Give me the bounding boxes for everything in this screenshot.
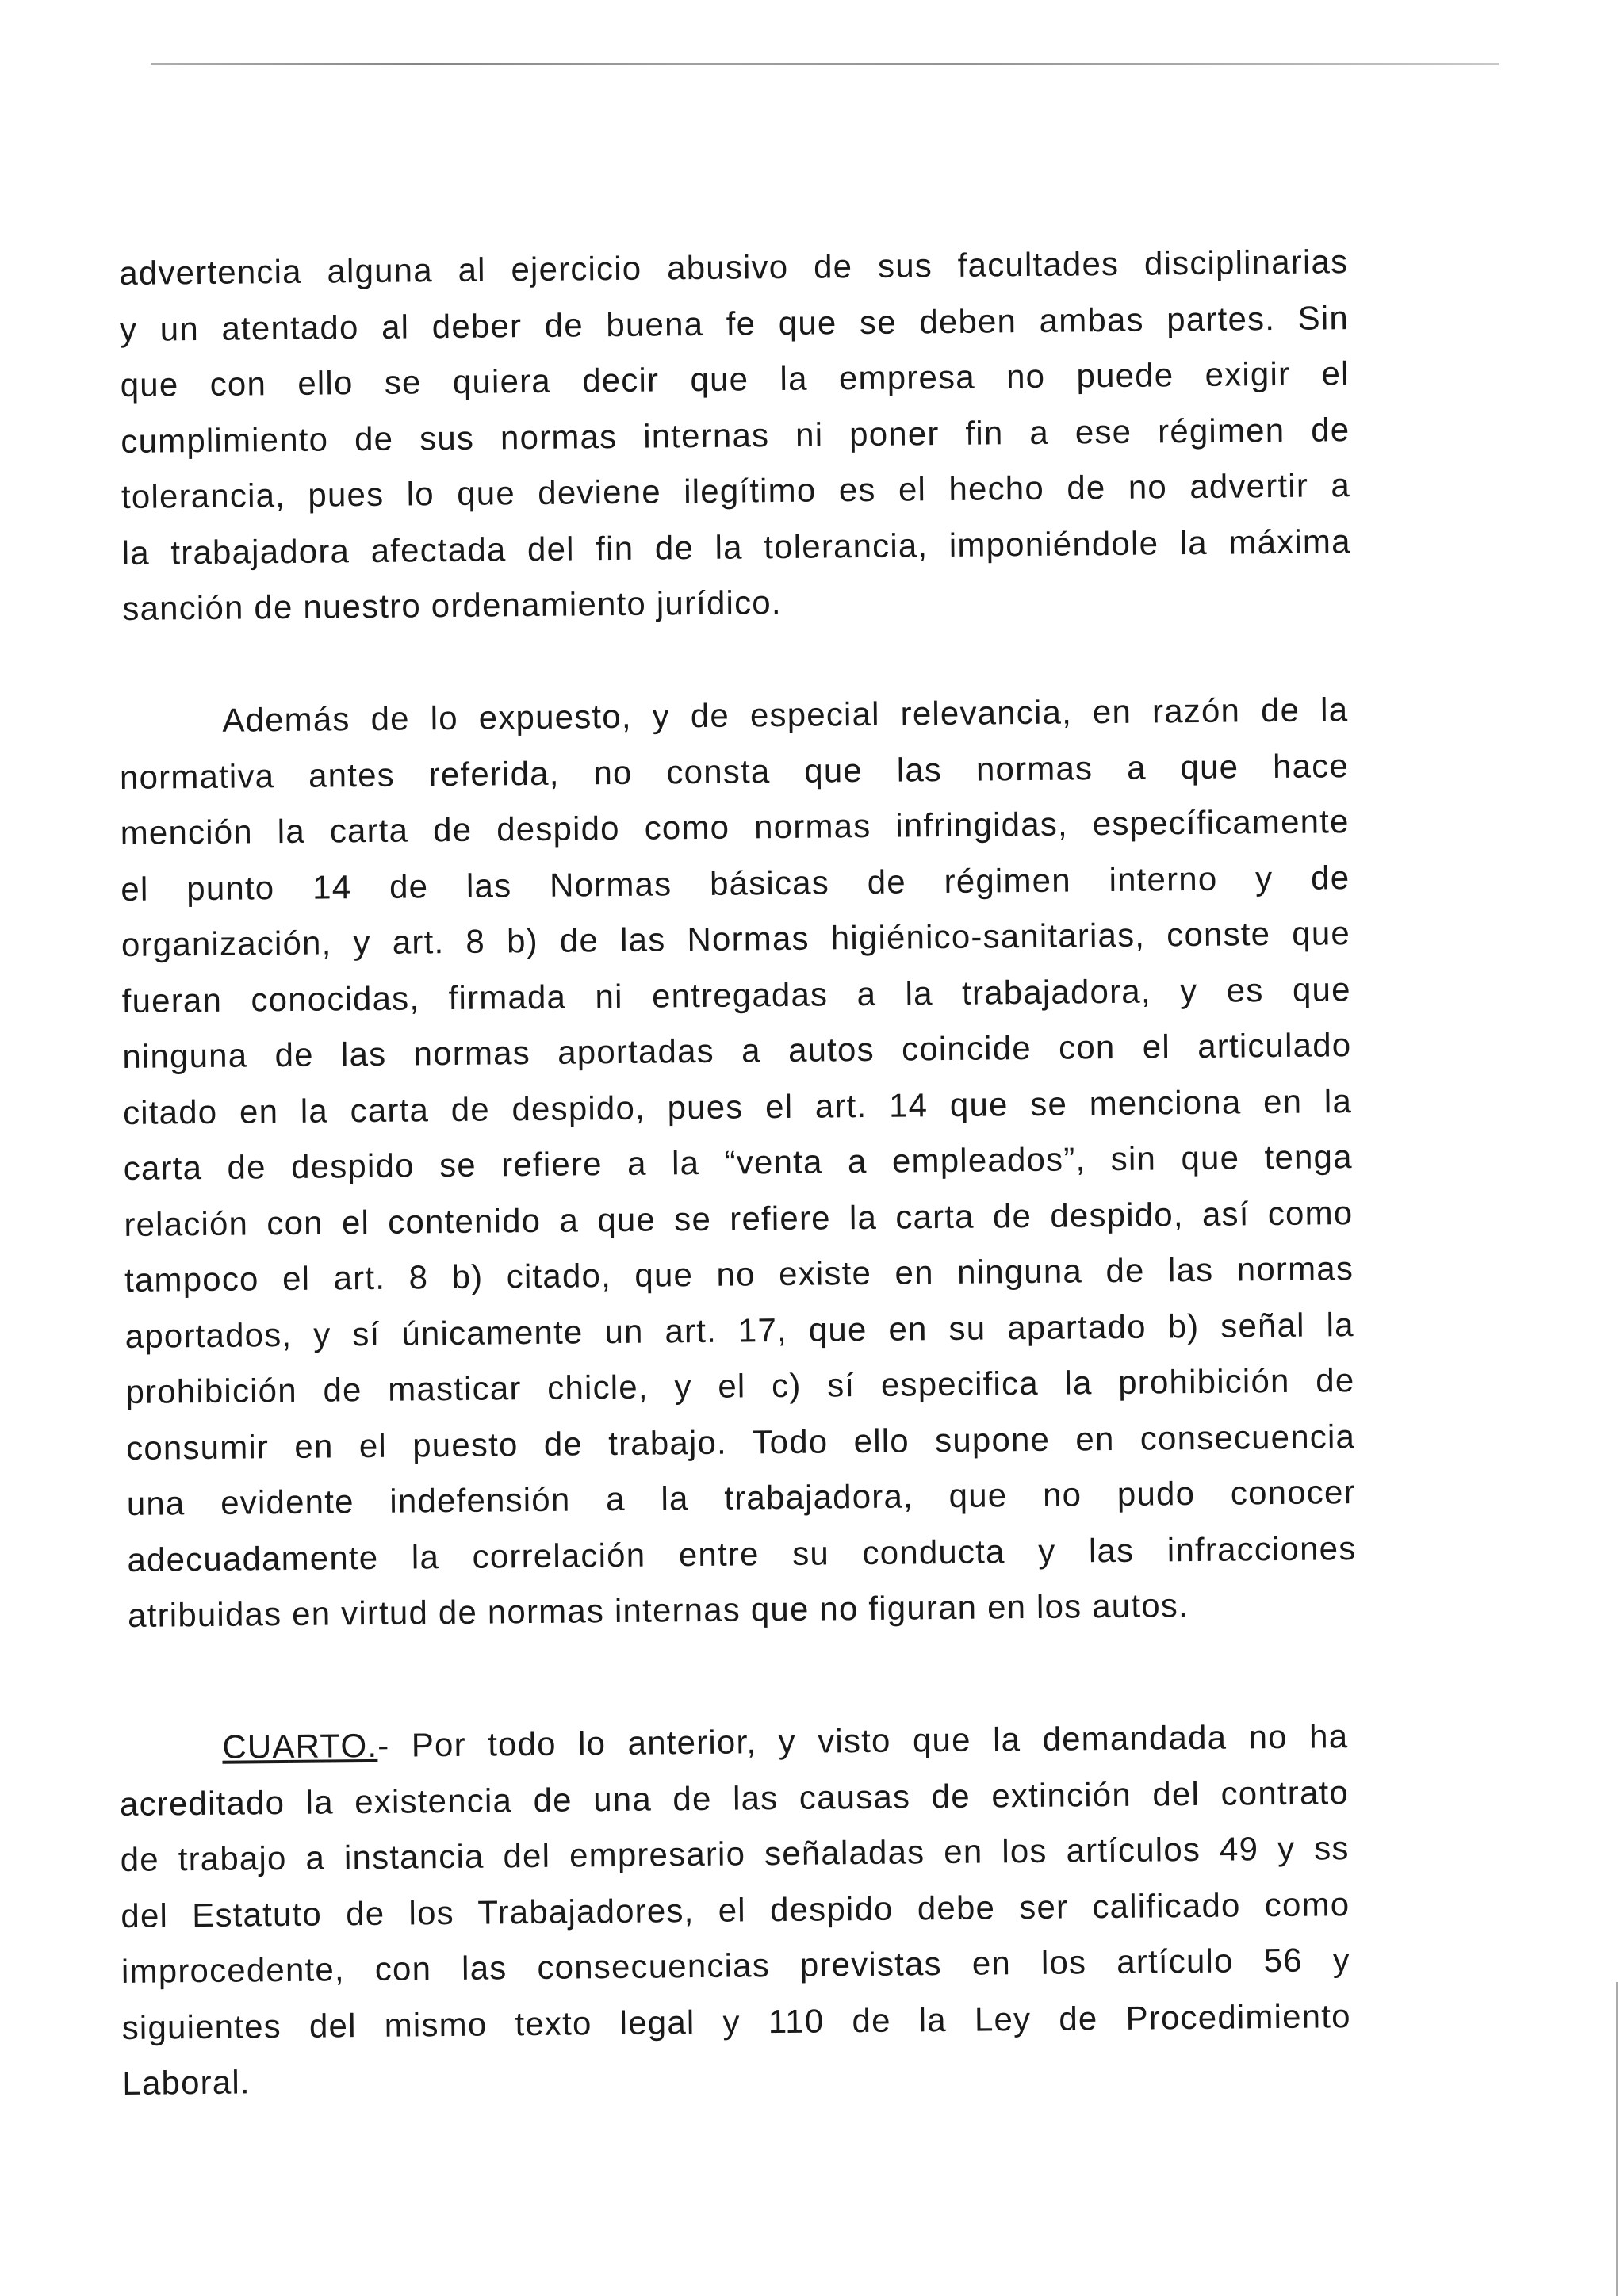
- paragraph-line: una evidente indefensión a la trabajadora, que no pudo conocer: [126, 1473, 1356, 1522]
- paragraph-line: Además de lo expuesto, y de especial relevancia, en razón de la: [222, 691, 1349, 739]
- paragraph-line: tolerancia, pues lo que deviene ilegítimo es el hecho de no advertir a: [121, 466, 1351, 515]
- paragraph-line: fueran conocidas, firmada ni entregadas a la trabajadora, y es que: [121, 970, 1351, 1020]
- paragraph-line: organización, y art. 8 b) de las Normas higiénico-sanitarias, conste que: [121, 914, 1351, 963]
- paragraph-line: acreditado la existencia de una de las causas de extinción del contrato: [119, 1773, 1350, 1823]
- paragraph-1: [119, 234, 1352, 637]
- paragraph-line: el punto 14 de las Normas básicas de régimen interno y de: [121, 858, 1350, 908]
- paragraph-line: consumir en el puesto de trabajo. Todo ello supone en consecuencia: [125, 1417, 1356, 1467]
- paragraph-line: normativa antes referida, no consta que las normas a que hace: [119, 746, 1350, 796]
- paragraph-line: siguientes del mismo texto legal y 110 de la Ley de Procedimiento: [121, 1996, 1351, 2046]
- paragraph-line: ninguna de las normas aportadas a autos coincide con el articulado: [122, 1026, 1352, 1075]
- paragraph-line: mención la carta de despido como normas infringidas, específicamente: [120, 802, 1350, 851]
- paragraph-3: [119, 1709, 1352, 2111]
- paragraph-line: citado en la carta de despido, pues el art. 14 que se menciona en la: [122, 1081, 1353, 1131]
- paragraph-line: y un atentado al deber de buena fe que se deben ambas partes. Sin: [119, 298, 1350, 348]
- paragraph-line: cumplimiento de sus normas internas ni poner fin a ese régimen de: [121, 410, 1350, 460]
- paragraph-line: prohibición de masticar chicle, y el c) sí especifica la prohibición de: [125, 1361, 1355, 1410]
- paragraph-line: improcedente, con las consecuencias previstas en los artículo 56 y: [121, 1941, 1351, 1990]
- paragraph-line: la trabajadora afectada del fin de la tolerancia, imponiéndole la máxima: [121, 522, 1351, 572]
- paragraph-line: Laboral.: [122, 2063, 251, 2102]
- paragraph-line: que con ello se quiera decir que la empresa no puede exigir el: [120, 354, 1350, 404]
- paragraph-line: sanción de nuestro ordenamiento jurídico.: [122, 583, 782, 627]
- paragraph-line: adecuadamente la correlación entre su conducta y las infracciones: [127, 1529, 1357, 1578]
- paragraph-line: advertencia alguna al ejercicio abusivo de sus facultades disciplinarias: [119, 243, 1349, 292]
- paragraph-line: atribuidas en virtud de normas internas que no figuran en los autos.: [127, 1586, 1189, 1634]
- paragraph-line: del Estatuto de los Trabajadores, el despido debe ser calificado como: [121, 1885, 1350, 1934]
- paragraph-line: carta de despido se refiere a la “venta a empleados”, sin que tenga: [123, 1138, 1353, 1187]
- heading-suffix: - Por todo lo anterior, y visto que la demandada no ha: [377, 1717, 1349, 1764]
- paragraph-line: tampoco el art. 8 b) citado, que no existe en ninguna de las normas: [124, 1249, 1354, 1299]
- section-heading: CUARTO.: [222, 1726, 378, 1766]
- paragraph-line: aportados, y sí únicamente un art. 17, que en su apartado b) señal la: [124, 1305, 1354, 1355]
- paragraph-2: [119, 682, 1357, 1644]
- scan-edge-line-top: [151, 63, 1499, 65]
- paragraph-line: relación con el contenido a que se refiere la carta de despido, así como: [124, 1193, 1354, 1243]
- scan-edge-line-right: [1616, 1982, 1618, 2296]
- paragraph-line: de trabajo a instancia del empresario señaladas en los artículos 49 y ss: [120, 1829, 1350, 1878]
